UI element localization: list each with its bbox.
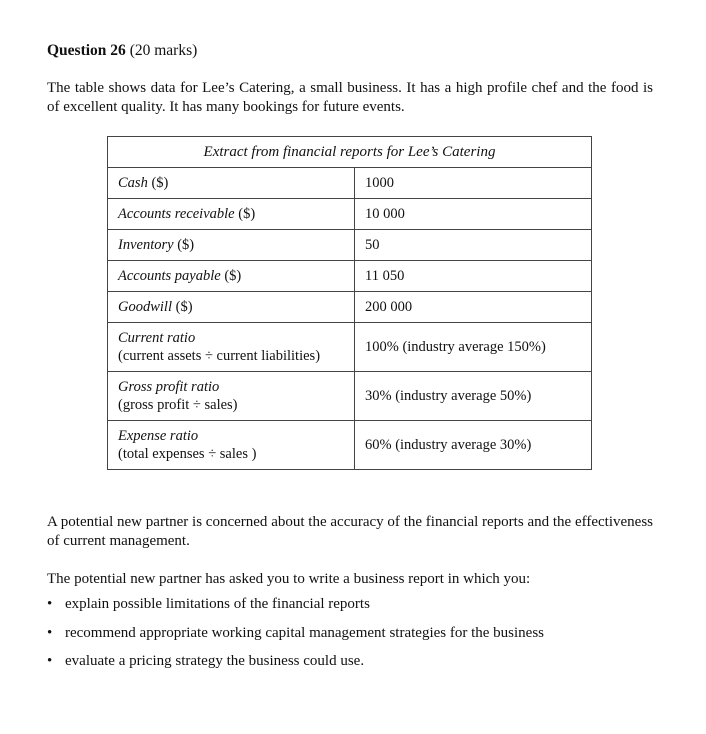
table-row [108, 230, 592, 261]
bullet-icon: • [47, 624, 53, 641]
task-list [47, 595, 653, 681]
row-value: 1000 [355, 168, 592, 199]
ratio-label: Gross profit ratio (gross profit ÷ sales) [108, 372, 355, 421]
row-value: 200 000 [355, 292, 592, 323]
ratio-row [108, 372, 592, 421]
row-value: 11 050 [355, 261, 592, 292]
row-label: Accounts receivable ($) [108, 199, 355, 230]
row-value: 10 000 [355, 199, 592, 230]
concern-paragraph: A potential new partner is concerned about the accuracy of the financial reports and the effectiveness of current management. [47, 514, 653, 549]
task-paragraph: The potential new partner has asked you to write a business report in which you: [47, 571, 531, 587]
ratio-row [108, 421, 592, 470]
table-row [108, 168, 592, 199]
bullet-icon: • [47, 596, 53, 612]
bullet-icon: • [47, 653, 53, 669]
table-row [108, 199, 592, 230]
table-row [108, 292, 592, 323]
question-marks: (20 marks) [129, 42, 198, 59]
question-number: Question 26 [47, 42, 126, 59]
row-label: Accounts payable ($) [108, 261, 355, 292]
list-item: • recommend appropriate working capital management strategies for the business [47, 624, 545, 641]
list-item: • explain possible limitations of the financial reports [47, 596, 370, 612]
row-label: Inventory ($) [108, 230, 355, 261]
table-caption-row [108, 137, 592, 168]
intro-paragraph: The table shows data for Lee’s Catering, a small business. It has a high profile chef and the food is of excellent quality. It has many bookings for future events. [47, 80, 653, 115]
list-item: • evaluate a pricing strategy the business could use. [47, 653, 365, 669]
ratio-label: Current ratio (current assets ÷ current liabilities) [108, 323, 355, 372]
table-row [108, 261, 592, 292]
ratio-value: 60% (industry average 30%) [355, 421, 592, 470]
ratio-label: Expense ratio (total expenses ÷ sales ) [108, 421, 355, 470]
financial-table [107, 136, 592, 470]
question-heading [47, 42, 197, 60]
table-caption: Extract from financial reports for Lee’s Catering [108, 137, 592, 168]
ratio-value: 100% (industry average 150%) [355, 323, 592, 372]
row-value: 50 [355, 230, 592, 261]
row-label: Goodwill ($) [108, 292, 355, 323]
ratio-row [108, 323, 592, 372]
row-label: Cash ($) [108, 168, 355, 199]
ratio-value: 30% (industry average 50%) [355, 372, 592, 421]
